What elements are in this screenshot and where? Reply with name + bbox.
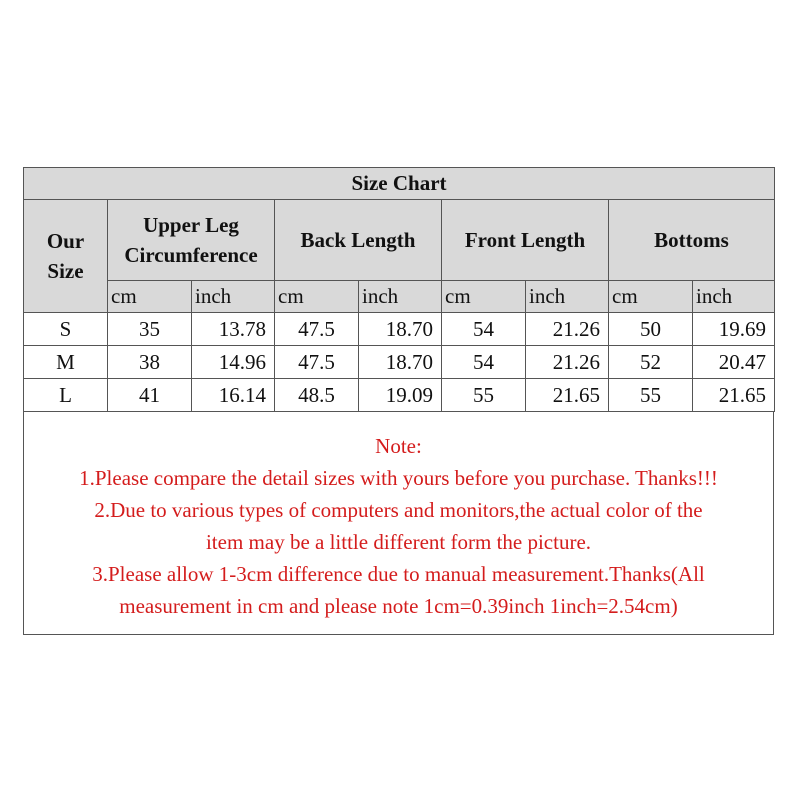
table-cell: 41 [108, 379, 192, 412]
upper-leg-header [108, 200, 275, 281]
table-cell: 52 [609, 346, 693, 379]
header-row [24, 200, 775, 281]
unit-cell: cm [442, 281, 526, 313]
note-line: 1.Please compare the detail sizes with yours before you purchase. Thanks!!! [79, 466, 718, 490]
table-cell: 21.26 [526, 346, 609, 379]
table-cell: 21.65 [693, 379, 775, 412]
size-label: S [24, 313, 108, 346]
notes-box [23, 412, 774, 635]
table-cell: 54 [442, 313, 526, 346]
table-cell: 47.5 [275, 346, 359, 379]
table-cell: 54 [442, 346, 526, 379]
table-cell: 50 [609, 313, 693, 346]
unit-cell: inch [359, 281, 442, 313]
note-line: item may be a little different form the picture. [205, 530, 592, 554]
table-cell: 47.5 [275, 313, 359, 346]
table-cell: 18.70 [359, 346, 442, 379]
table-cell: 21.26 [526, 313, 609, 346]
note-line: 2.Due to various types of computers and monitors,the actual color of the [94, 498, 703, 522]
header-line: Upper Leg [143, 213, 239, 237]
table-cell: 35 [108, 313, 192, 346]
unit-cell: inch [693, 281, 775, 313]
size-label: M [24, 346, 108, 379]
bottoms-header: Bottoms [609, 200, 775, 281]
table-cell: 38 [108, 346, 192, 379]
table-cell: 13.78 [192, 313, 275, 346]
table-cell: 55 [609, 379, 693, 412]
table-cell: 20.47 [693, 346, 775, 379]
table-cell: 48.5 [275, 379, 359, 412]
our-size-header-line: Our [46, 229, 85, 253]
table-cell: 19.09 [359, 379, 442, 412]
unit-cell: inch [526, 281, 609, 313]
unit-cell: cm [609, 281, 693, 313]
table-row [24, 313, 775, 346]
table-row [24, 346, 775, 379]
unit-cell: inch [192, 281, 275, 313]
unit-row [24, 281, 775, 313]
note-line: 3.Please allow 1-3cm difference due to manual measurement.Thanks(All [92, 562, 705, 586]
our-size-header [24, 200, 108, 313]
size-chart [23, 167, 774, 635]
table-cell: 55 [442, 379, 526, 412]
table-row [24, 379, 775, 412]
size-chart-table [23, 167, 775, 412]
table-cell: 18.70 [359, 313, 442, 346]
chart-title: Size Chart [24, 168, 775, 200]
front-length-header: Front Length [442, 200, 609, 281]
size-label: L [24, 379, 108, 412]
table-cell: 21.65 [526, 379, 609, 412]
unit-cell: cm [108, 281, 192, 313]
our-size-header-line: Size [47, 259, 84, 283]
table-cell: 16.14 [192, 379, 275, 412]
notes-heading: Note: [375, 434, 422, 458]
header-line: Circumference [124, 243, 258, 267]
table-cell: 19.69 [693, 313, 775, 346]
title-row [24, 168, 775, 200]
unit-cell: cm [275, 281, 359, 313]
back-length-header: Back Length [275, 200, 442, 281]
table-cell: 14.96 [192, 346, 275, 379]
note-line: measurement in cm and please note 1cm=0.39inch 1inch=2.54cm) [119, 594, 678, 618]
